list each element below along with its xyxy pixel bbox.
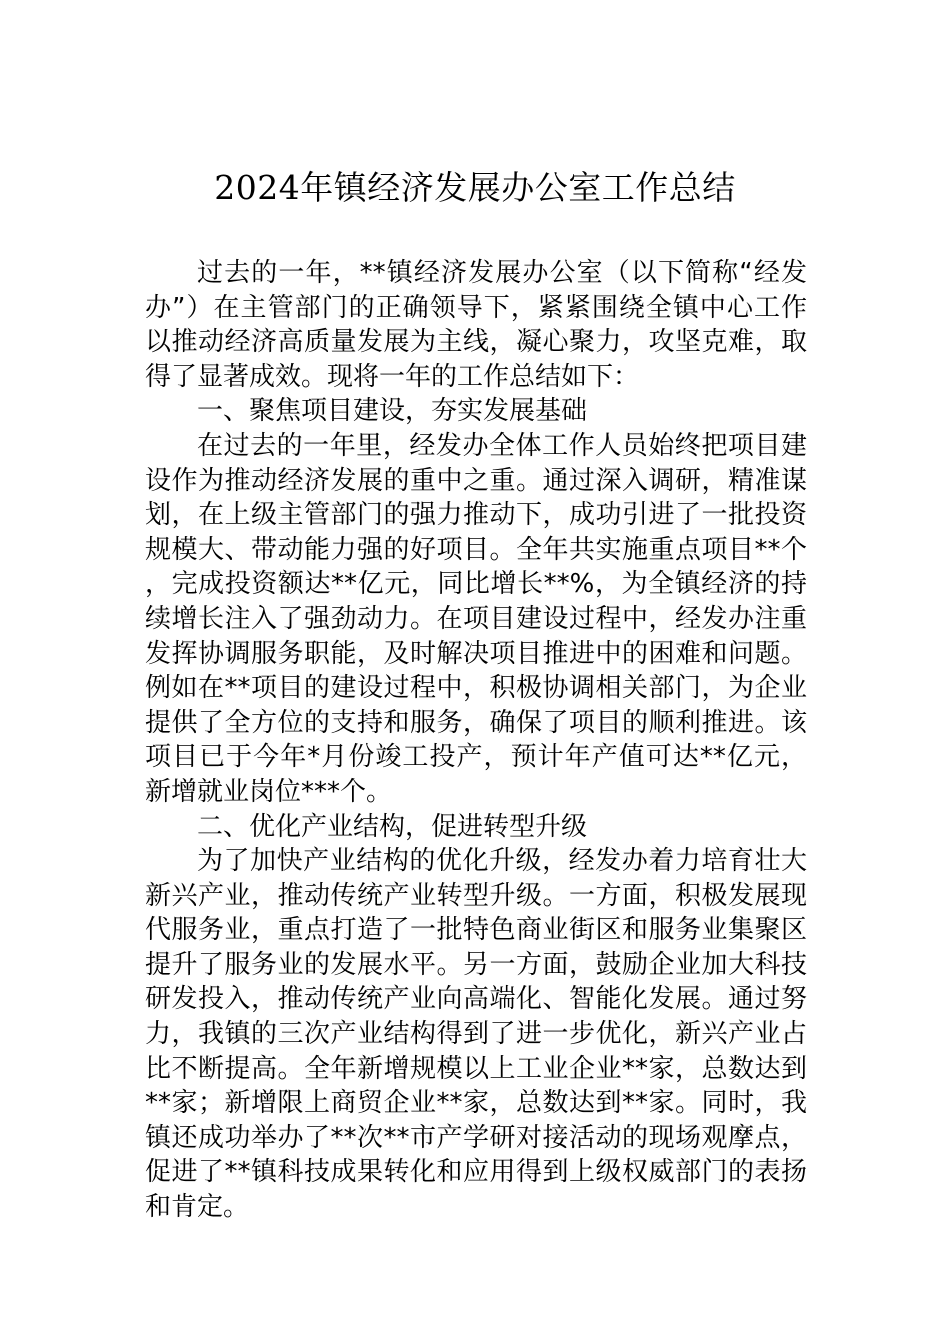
- section-heading-2: 二、优化产业结构，促进转型升级: [197, 811, 588, 842]
- document-title: 2024年镇经济发展办公室工作总结: [214, 168, 736, 207]
- section-heading-1: 一、聚焦项目建设，夯实发展基础: [197, 396, 588, 427]
- section-2-paragraph: 为了加快产业结构的优化升级，经发办着力培育壮大新兴产业，推动传统产业转型升级。一方面，积极发展现代服务业，重点打造了一批特色商业街区和服务业集聚区提升了服务业的发展水平。另一方面，鼓励企业加大科技研发投入，推动传统产业向高端化、智能化发展。通过努力，我镇的三次产业结构得到了进一步优化，新兴产业占比不断提高。全年新增规模以上工业企业**家，总数达到**家；新增限上商贸企业**家，总数达到**家。同时，我镇还成功举办了**次**市产学研对接活动的现场观摩点，促进了**镇科技成果转化和应用得到上级权威部门的表扬和肯定。: [145, 846, 807, 1223]
- intro-paragraph: 过去的一年，**镇经济发展办公室（以下简称“经发办”）在主管部门的正确领导下，紧紧围绕全镇中心工作以推动经济高质量发展为主线，凝心聚力，攻坚克难，取得了显著成效。现将一年的工作总结如下：: [145, 258, 807, 392]
- section-1-paragraph: 在过去的一年里，经发办全体工作人员始终把项目建设作为推动经济发展的重中之重。通过深入调研，精准谋划，在上级主管部门的强力推动下，成功引进了一批投资规模大、带动能力强的好项目。全年共实施重点项目**个，完成投资额达**亿元，同比增长**%，为全镇经济的持续增长注入了强劲动力。在项目建设过程中，经发办注重发挥协调服务职能，及时解决项目推进中的困难和问题。例如在**项目的建设过程中，积极协调相关部门，为企业提供了全方位的支持和服务，确保了项目的顺利推进。该项目已于今年*月份竣工投产，预计年产值可达**亿元，新增就业岗位***个。: [145, 430, 807, 807]
- document-body: [145, 256, 807, 1225]
